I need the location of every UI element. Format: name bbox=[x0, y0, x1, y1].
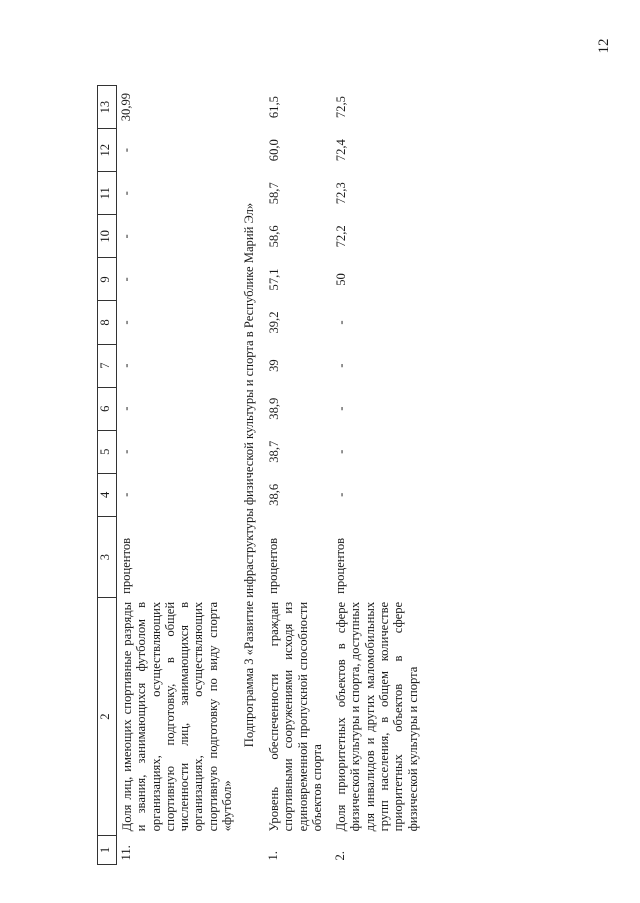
indicator-description: Доля лиц, имеющих спортивные разряды и звания, занимающихся футболом в организациях, осуществляющих спортивную подготовку, в общей численности лиц, занимающихся в организациях, осуществляющих спортивную подготовку по виду спорта «футбол» bbox=[120, 601, 235, 832]
indicator-description: Доля приоритетных объектов в сфере физической культуры и спорта, доступных для инвалидов и других маломобильных групп населения, в общем количестве приоритетных объектов в сфере физической культуры и спорта bbox=[334, 601, 420, 832]
value-cell: - bbox=[119, 148, 133, 153]
value-cell: 72,3 bbox=[334, 182, 349, 205]
subprogram-title: Подпрограмма 3 «Развитие инфраструктуры физической культуры и спорта в Республике Марий Эл» bbox=[242, 202, 257, 748]
header-cell: 11 bbox=[98, 172, 117, 215]
value-cell: 72,5 bbox=[334, 96, 349, 119]
value-cell: 39,2 bbox=[266, 311, 281, 334]
row-number: 2. bbox=[333, 851, 348, 861]
value-cell: 58,6 bbox=[266, 225, 281, 248]
row-number: 1. bbox=[265, 851, 280, 861]
header-cell: 10 bbox=[98, 215, 117, 258]
value-cell: 72,4 bbox=[334, 139, 349, 162]
value-cell: 58,7 bbox=[266, 182, 281, 205]
row-number: 11. bbox=[119, 845, 133, 861]
spacer-cell bbox=[325, 86, 333, 865]
header-cell: 4 bbox=[98, 473, 117, 516]
column-number-header bbox=[98, 86, 117, 865]
value-cell: 38,7 bbox=[266, 440, 281, 463]
value-cell: - bbox=[334, 449, 349, 454]
header-cell: 12 bbox=[98, 129, 117, 172]
header-cell: 6 bbox=[98, 387, 117, 430]
table-row-2 bbox=[333, 86, 421, 865]
value-cell: 38,9 bbox=[266, 397, 281, 420]
indicators-table bbox=[97, 85, 421, 865]
value-cell: 61,5 bbox=[266, 96, 281, 119]
header-cell: 9 bbox=[98, 258, 117, 301]
value-cell: - bbox=[334, 320, 349, 325]
value-cell: 60,0 bbox=[266, 139, 281, 162]
unit-cell: процентов bbox=[333, 537, 348, 594]
value-cell: - bbox=[119, 363, 133, 368]
value-cell: - bbox=[119, 406, 133, 411]
value-cell: 30,99 bbox=[119, 92, 133, 122]
header-cell: 5 bbox=[98, 430, 117, 473]
value-cell: 57,1 bbox=[266, 268, 281, 291]
value-cell: - bbox=[334, 363, 349, 368]
row-spacer bbox=[325, 86, 333, 865]
header-cell: 8 bbox=[98, 301, 117, 344]
table-row-1 bbox=[266, 86, 325, 865]
value-cell: - bbox=[119, 492, 133, 497]
value-cell: - bbox=[334, 492, 349, 497]
value-cell: - bbox=[119, 277, 133, 282]
value-cell: - bbox=[119, 320, 133, 325]
header-cell: 2 bbox=[98, 598, 117, 836]
header-cell: 13 bbox=[98, 86, 117, 129]
page-number: 12 bbox=[596, 38, 612, 54]
indicator-description: Уровень обеспеченности граждан спортивными сооружениями исходя из единовременной пропускной способности объектов спорта bbox=[266, 601, 324, 832]
subprogram-heading-row bbox=[235, 86, 266, 865]
value-cell: - bbox=[334, 406, 349, 411]
value-cell: 50 bbox=[334, 273, 349, 286]
value-cell: - bbox=[119, 191, 133, 196]
value-cell: - bbox=[119, 449, 133, 454]
unit-cell: процентов bbox=[265, 537, 280, 594]
value-cell: 38,6 bbox=[266, 483, 281, 506]
header-cell: 3 bbox=[98, 516, 117, 598]
header-cell: 1 bbox=[98, 835, 117, 864]
unit-cell: процентов bbox=[119, 537, 133, 594]
table-row-11 bbox=[117, 86, 236, 865]
rotated-table-sheet bbox=[97, 85, 542, 865]
value-cell: 72,2 bbox=[334, 225, 349, 248]
value-cell: 39 bbox=[266, 359, 281, 372]
value-cell: - bbox=[119, 234, 133, 239]
header-cell: 7 bbox=[98, 344, 117, 387]
